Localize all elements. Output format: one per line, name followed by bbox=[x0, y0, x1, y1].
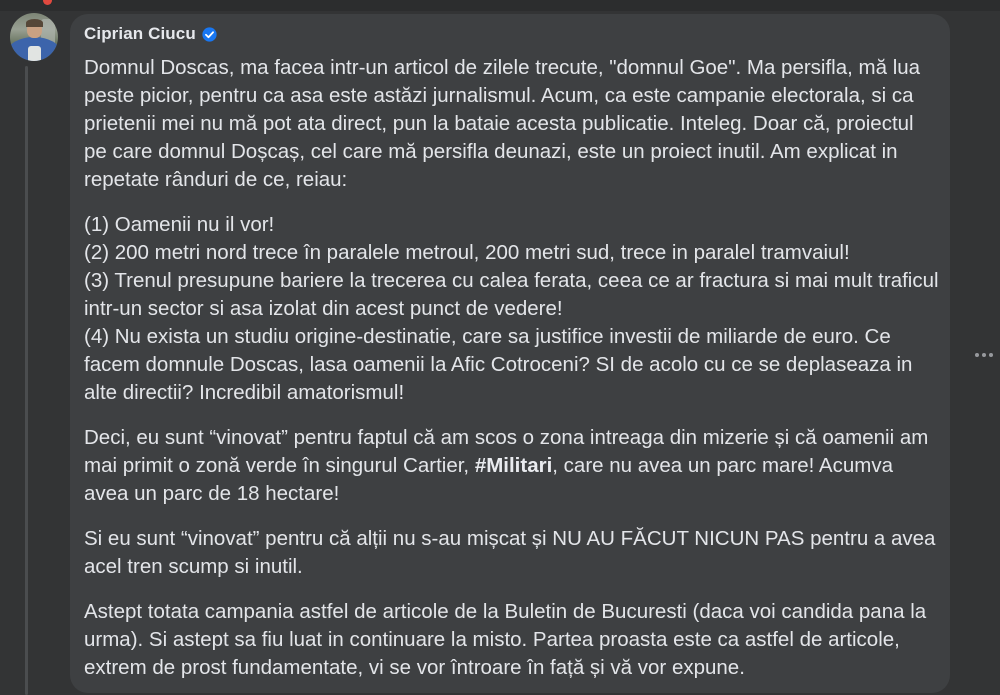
ellipsis-icon bbox=[989, 353, 993, 357]
ellipsis-icon bbox=[982, 353, 986, 357]
list-item-2: (2) 200 metri nord trece în paralele metroul, 200 metri sud, trece in paralel tramvaiul! bbox=[84, 241, 850, 264]
comment-bubble bbox=[70, 14, 950, 693]
cropped-red-icon bbox=[43, 0, 52, 5]
avatar[interactable] bbox=[10, 13, 58, 61]
author-name[interactable]: Ciprian Ciucu bbox=[84, 24, 196, 43]
comment-numbered-list bbox=[84, 211, 940, 407]
list-item-3: (3) Trenul presupune bariere la trecerea cu calea ferata, ceea ce ar fractura si mai mult traficul intr-un sector si asa izolat din acest punct de vedere! bbox=[84, 269, 939, 320]
ellipsis-icon bbox=[975, 353, 979, 357]
paragraph-3-text-after: , care nu avea un parc mare! Acumva avea un parc de 18 hectare! bbox=[84, 454, 893, 505]
comment-paragraph-5: Astept totata campania astfel de articole de la Buletin de Bucuresti (daca voi candida pana la urma). Si astept sa fiu luat in continuare la misto. Partea proasta este ca astfel de articole, extrem de prost fundamentate, vi se vor întroare în față și vă vor expune. bbox=[84, 600, 927, 679]
avatar-hair-art bbox=[26, 19, 43, 27]
comment-body bbox=[84, 54, 940, 682]
comment-paragraph-3 bbox=[84, 424, 940, 508]
hashtag-link[interactable]: #Militari bbox=[474, 454, 553, 477]
author-row bbox=[84, 22, 940, 46]
post-above-edge bbox=[0, 0, 1000, 11]
more-options-button[interactable] bbox=[968, 342, 1000, 368]
list-item-4: (4) Nu exista un studiu origine-destinatie, care sa justifice investii de miliarde de euro. Ce facem domnule Doscas, lasa oamenii la Afic Cotroceni? SI de acolo cu ce se deplaseaza in alte directii? Incredibil amatorismul! bbox=[84, 325, 913, 404]
reply-thread-line bbox=[25, 66, 28, 695]
comment-paragraph-4: Si eu sunt “vinovat” pentru că alții nu s-au mișcat și NU AU FĂCUT NICUN PAS pentru a avea acel tren scump si inutil. bbox=[84, 527, 936, 578]
list-item-1: (1) Oamenii nu il vor! bbox=[84, 213, 275, 236]
avatar-shirt-art bbox=[28, 46, 41, 61]
verified-badge-icon bbox=[202, 27, 217, 42]
comment-paragraph-1: Domnul Doscas, ma facea intr-un articol de zilele trecute, "domnul Goe". Ma persifla, mă lua peste picior, pentru ca asa este astăzi jurnalismul. Acum, ca este campanie electorala, si ca prietenii mei nu mă pot ata direct, pun la bataie acesta publicatie. Inteleg. Doar că, proiectul pe care domnul Doșcaș, cel care mă persifla deunazi, este un proiect inutil. Am explicat in repetate rânduri de ce, reiau: bbox=[84, 56, 921, 191]
paragraph-3-text-before: Deci, eu sunt “vinovat” pentru faptul că am scos o zona intreaga din mizerie și că oamenii am mai primit o zonă verde în singurul Cartier, bbox=[84, 426, 929, 477]
